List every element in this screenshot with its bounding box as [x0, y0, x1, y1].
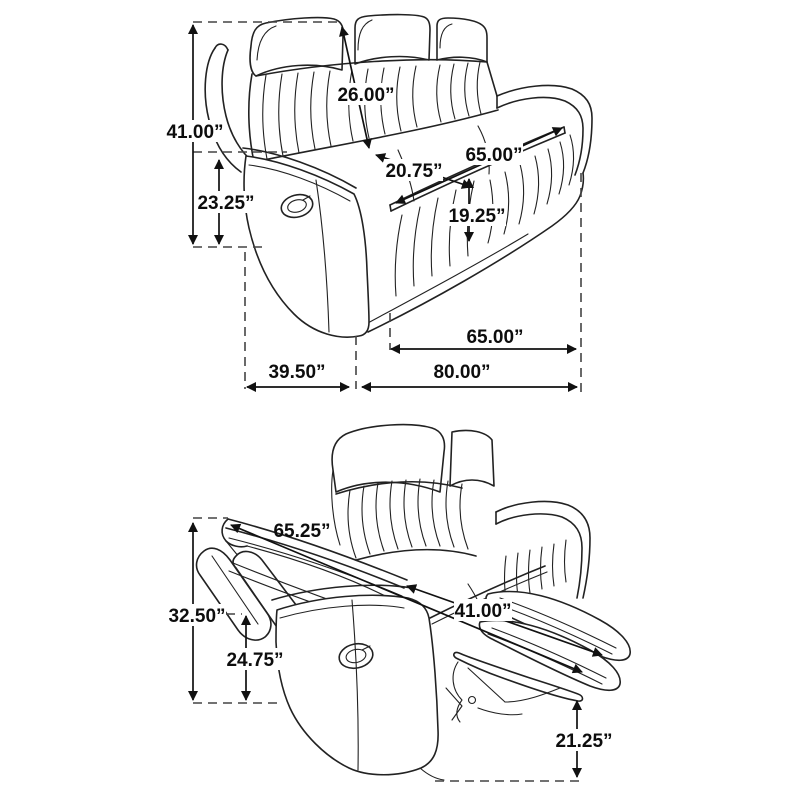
dim-label-seat-height: 19.25” — [448, 206, 506, 227]
dim-label-arm-rear-height: 24.75” — [226, 650, 284, 671]
dim-label-base-width: 65.00” — [466, 327, 524, 348]
dim-label-arm-height: 23.25” — [197, 193, 255, 214]
dim-label-seat-depth: 20.75” — [385, 161, 443, 182]
sofa-left-arm — [243, 148, 369, 337]
dim-label-overall-width: 80.00” — [433, 362, 491, 383]
dim-label-back-cushion-height: 26.00” — [337, 85, 395, 106]
sofa-reclined-drawing — [197, 425, 631, 780]
dim-label-footrest-height: 21.25” — [555, 731, 613, 752]
sofa-headrest-pillows — [250, 15, 487, 76]
sofa-back-channels — [249, 60, 498, 162]
reclined-center-back — [332, 425, 494, 560]
dim-label-seatback-to-footrest: 41.00” — [454, 601, 512, 622]
sofa-back-side-panel — [205, 44, 253, 172]
reclined-right-arm — [496, 501, 590, 599]
dim-label-reclined-length: 65.25” — [273, 521, 331, 542]
dim-label-overall-depth: 39.50” — [268, 362, 326, 383]
reclined-left-arm — [272, 585, 444, 780]
dim-label-seat-width: 65.00” — [465, 145, 523, 166]
dim-label-overall-height: 41.00” — [166, 122, 224, 143]
sofa-base-skirt — [366, 173, 583, 332]
dim-label-reclined-back-height: 32.50” — [168, 606, 226, 627]
